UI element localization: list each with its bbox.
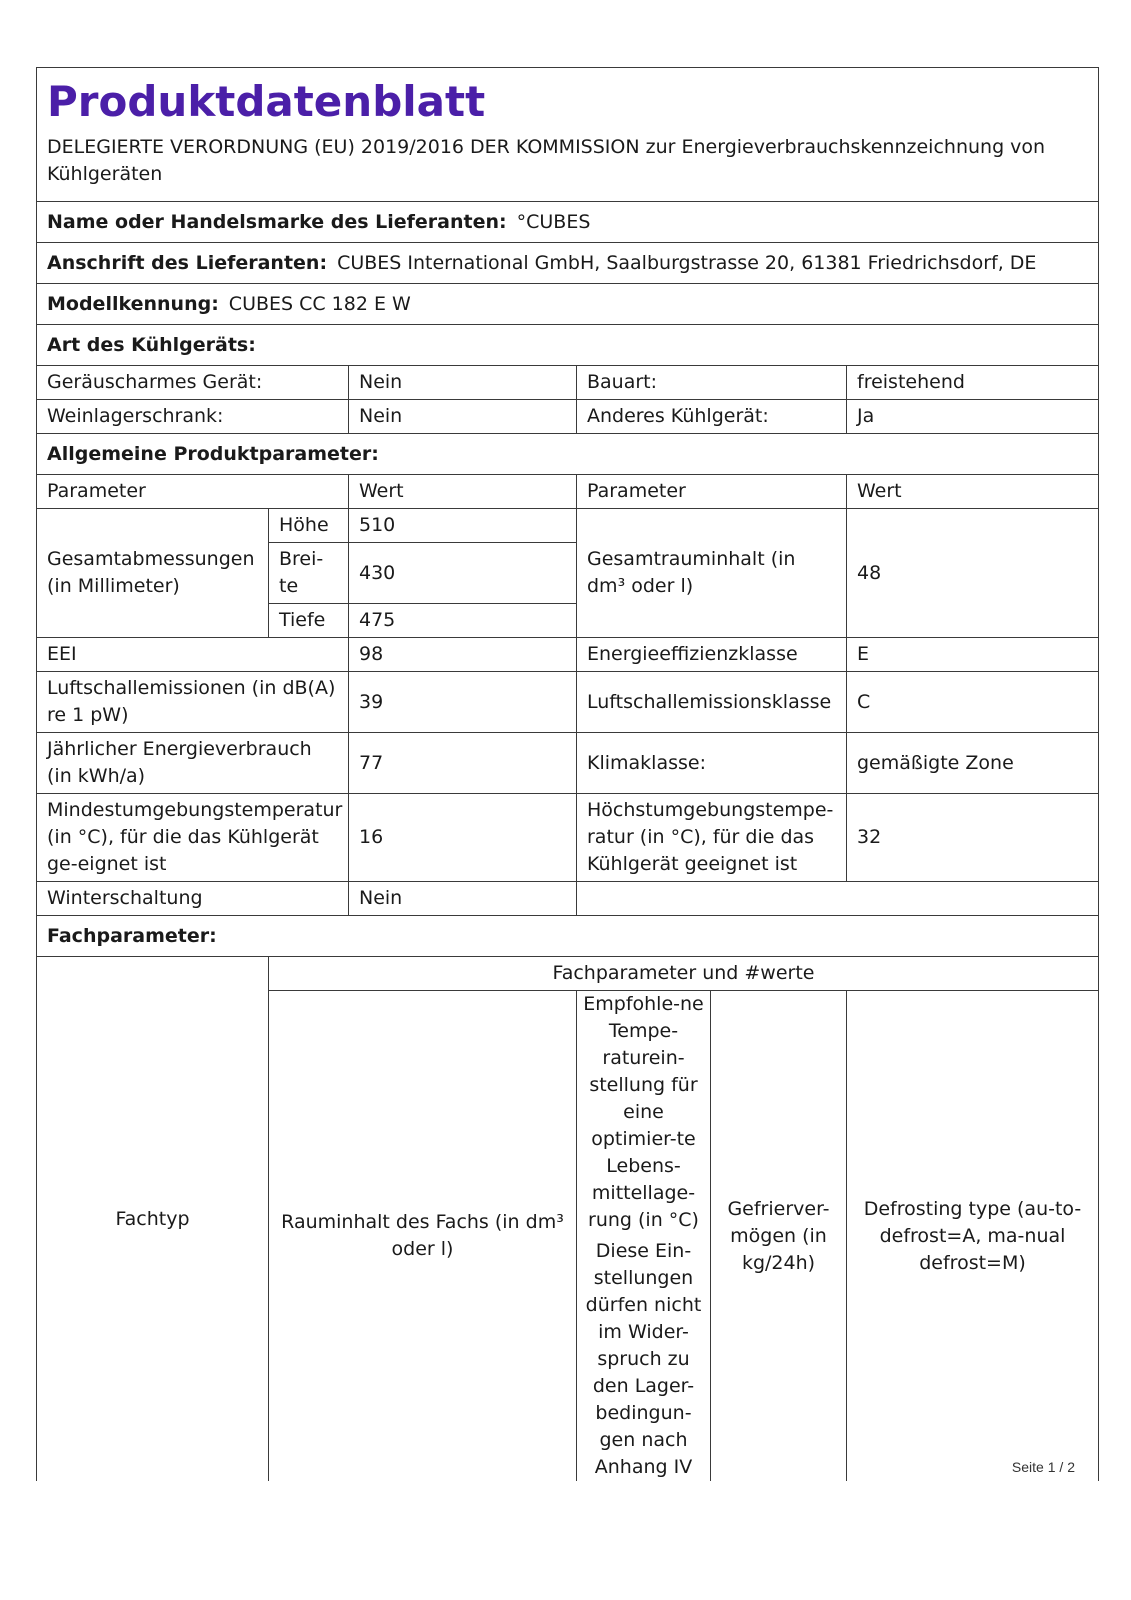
type-value: Ja xyxy=(847,400,1099,434)
param-label: Höchstumgebungstempe-ratur (in °C), für die das Kühlgerät geeignet ist xyxy=(577,794,847,882)
param-label: Energieeffizienzklasse xyxy=(577,638,847,672)
width-label: Brei-te xyxy=(269,543,349,604)
page-total: 2 xyxy=(1067,1459,1075,1475)
general-parameters-heading: Allgemeine Produktparameter: xyxy=(37,434,1099,475)
param-value: gemäßigte Zone xyxy=(847,733,1099,794)
column-header-value: Wert xyxy=(349,475,577,509)
param-label: Luftschallemissionen (in dB(A) re 1 pW) xyxy=(37,672,349,733)
page-label: Seite xyxy=(1011,1459,1044,1475)
supplier-address-label: Anschrift des Lieferanten: xyxy=(47,251,328,274)
total-volume-label: Gesamtrauminhalt (in dm³ oder l) xyxy=(577,509,847,638)
freezing-capacity-header: Gefrierver-mögen (in kg/24h) xyxy=(711,991,847,1482)
column-header-parameter: Parameter xyxy=(577,475,847,509)
column-header-value: Wert xyxy=(847,475,1099,509)
param-value: C xyxy=(847,672,1099,733)
empty-cell xyxy=(577,882,1099,916)
param-value: 98 xyxy=(349,638,577,672)
height-label: Höhe xyxy=(269,509,349,543)
total-volume-value: 48 xyxy=(847,509,1099,638)
page-title: Produktdatenblatt xyxy=(47,77,486,126)
supplier-address-value: CUBES International GmbH, Saalburgstrasse 20, 61381 Friedrichsdorf, DE xyxy=(337,251,1037,274)
page-separator: / xyxy=(1059,1459,1064,1475)
param-value: 16 xyxy=(349,794,577,882)
type-value: Nein xyxy=(349,366,577,400)
winter-switch-value: Nein xyxy=(349,882,577,916)
type-label: Weinlagerschrank: xyxy=(37,400,349,434)
supplier-address-row xyxy=(37,243,1099,284)
recommended-temp-header xyxy=(577,991,711,1482)
supplier-name-value: °CUBES xyxy=(516,210,591,233)
param-value: 32 xyxy=(847,794,1099,882)
recommended-temp-note: Diese Ein-stellungen dürfen nicht im Wider-spruch zu den Lager-bedingun-gen nach Anhang IV xyxy=(585,1240,702,1478)
param-value: 39 xyxy=(349,672,577,733)
type-label: Bauart: xyxy=(577,366,847,400)
type-value: Nein xyxy=(349,400,577,434)
dimensions-label: Gesamtabmessungen (in Millimeter) xyxy=(37,509,269,638)
compartment-type-header: Fachtyp xyxy=(37,957,269,1482)
model-row xyxy=(37,284,1099,325)
supplier-name-label: Name oder Handelsmarke des Lieferanten: xyxy=(47,210,507,233)
winter-switch-label: Winterschaltung xyxy=(37,882,349,916)
appliance-type-heading: Art des Kühlgeräts: xyxy=(37,325,1099,366)
product-datasheet-table xyxy=(36,67,1099,1481)
type-label: Geräuscharmes Gerät: xyxy=(37,366,349,400)
type-value: freistehend xyxy=(847,366,1099,400)
width-value: 430 xyxy=(349,543,577,604)
param-label: Mindestumgebungstemperatur (in °C), für die das Kühlgerät ge-eignet ist xyxy=(37,794,349,882)
param-label: Jährlicher Energieverbrauch (in kWh/a) xyxy=(37,733,349,794)
page-number: 1 xyxy=(1047,1459,1056,1475)
depth-label: Tiefe xyxy=(269,604,349,638)
model-value: CUBES CC 182 E W xyxy=(228,292,411,315)
compartment-group-header: Fachparameter und #werte xyxy=(269,957,1099,991)
model-label: Modellkennung: xyxy=(47,292,219,315)
compartment-volume-header: Rauminhalt des Fachs (in dm³ oder l) xyxy=(269,991,577,1482)
depth-value: 475 xyxy=(349,604,577,638)
regulation-subtitle: DELEGIERTE VERORDNUNG (EU) 2019/2016 DER KOMMISSION zur Energieverbrauchskennzeichnung von Kühlgeräten xyxy=(47,136,1046,185)
recommended-temp-text: Empfohle-ne Tempe-raturein-stellung für eine optimier-te Lebens-mittellage-rung (in °C) xyxy=(583,993,704,1231)
param-label: EEI xyxy=(37,638,349,672)
column-header-parameter: Parameter xyxy=(37,475,349,509)
param-value: 77 xyxy=(349,733,577,794)
page-footer xyxy=(1012,1459,1075,1475)
header-cell xyxy=(37,68,1099,202)
param-label: Klimaklasse: xyxy=(577,733,847,794)
param-value: E xyxy=(847,638,1099,672)
height-value: 510 xyxy=(349,509,577,543)
type-label: Anderes Kühlgerät: xyxy=(577,400,847,434)
param-label: Luftschallemissionsklasse xyxy=(577,672,847,733)
compartment-parameters-heading: Fachparameter: xyxy=(37,916,1099,957)
defrost-type-header: Defrosting type (au-to-defrost=A, ma-nual defrost=M) xyxy=(847,991,1099,1482)
supplier-name-row xyxy=(37,202,1099,243)
